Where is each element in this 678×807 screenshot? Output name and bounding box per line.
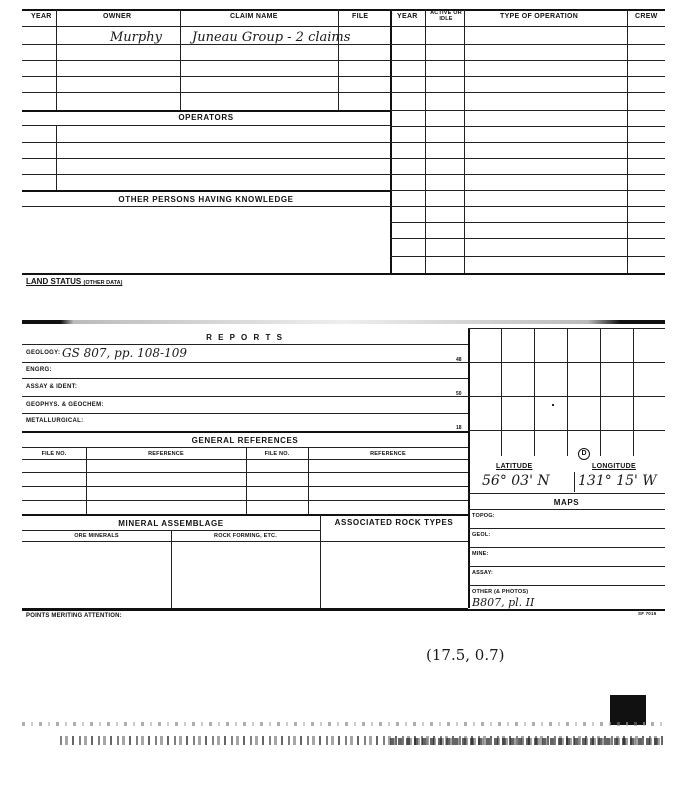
row-line	[390, 76, 665, 77]
row-line	[468, 566, 665, 567]
row-line	[22, 541, 468, 542]
row-line	[22, 378, 468, 379]
footer-rule	[22, 609, 665, 611]
scan-black-square	[610, 695, 646, 725]
mine-label: MINE:	[472, 551, 489, 557]
reports-top-band	[22, 320, 665, 324]
grid-dot	[552, 404, 554, 406]
row-line	[22, 362, 468, 363]
other-persons-rule	[22, 190, 390, 192]
row-line	[22, 142, 390, 143]
claim-name-header: CLAIM NAME	[230, 13, 278, 20]
row-line	[390, 44, 665, 45]
gr-reference-1: REFERENCE	[148, 451, 184, 457]
row-line	[22, 76, 390, 77]
coordinate-annotation: (17.5, 0.7)	[426, 646, 505, 664]
land-status-label: LAND STATUS (OTHER DATA)	[26, 277, 123, 286]
grid-row	[468, 396, 665, 397]
grid-col	[567, 328, 568, 456]
claim-name-value: Juneau Group - 2 claims	[192, 30, 351, 45]
scan-noise-band	[390, 738, 660, 745]
col-sep	[338, 9, 339, 26]
gr-reference-2: REFERENCE	[370, 451, 406, 457]
latitude-value: 56° 03' N	[482, 473, 550, 489]
row-line	[390, 126, 665, 127]
geology-label: GEOLOGY:	[26, 350, 61, 356]
row-line	[22, 514, 468, 516]
owner-header: OWNER	[103, 13, 132, 20]
other-photos-value: B807, pl. II	[472, 596, 535, 609]
geophys-label: GEOPHYS. & GEOCHEM:	[26, 402, 104, 408]
metallurgical-number: 18	[456, 425, 462, 431]
col-sep	[56, 26, 57, 110]
latitude-label: LATITUDE	[496, 463, 533, 470]
row-line	[22, 472, 468, 473]
col-sep	[180, 26, 181, 110]
mineral-assemblage-title: MINERAL ASSEMBLAGE	[118, 519, 224, 528]
row-line	[22, 206, 390, 207]
grid-row	[468, 362, 665, 363]
row-line	[22, 447, 468, 448]
row-line	[468, 547, 665, 548]
row-line	[390, 190, 665, 191]
row-line	[390, 158, 665, 159]
assay-label: ASSAY:	[472, 570, 494, 576]
file-header: FILE	[352, 13, 369, 20]
grid-row	[468, 430, 665, 431]
crew-header: CREW	[635, 13, 658, 20]
row-line	[22, 459, 468, 460]
other-persons-label: OTHER PERSONS HAVING KNOWLEDGE	[118, 195, 294, 204]
row-line	[390, 222, 665, 223]
row-line	[390, 142, 665, 143]
row-line	[390, 92, 665, 93]
row-line	[22, 344, 468, 345]
reports-title: R E P O R T S	[206, 333, 284, 342]
gr-file-no-1: FILE NO.	[41, 451, 67, 457]
year-header: YEAR	[31, 13, 52, 20]
active-idle-header: ACTIVE OR IDLE	[430, 10, 462, 22]
assay-ident-label: ASSAY & IDENT:	[26, 384, 78, 390]
geology-value: GS 807, pp. 108-109	[62, 346, 188, 360]
row-line	[468, 493, 665, 494]
year2-header: YEAR	[397, 13, 418, 20]
row-line	[390, 256, 665, 257]
assay-number: 50	[456, 391, 462, 397]
col-sep	[171, 530, 172, 608]
row-line	[22, 125, 390, 126]
header-rule	[22, 26, 665, 27]
row-line	[390, 174, 665, 175]
row-line	[22, 396, 468, 397]
grid-col	[633, 328, 634, 456]
grid-col	[501, 328, 502, 456]
scan-noise-band	[22, 722, 667, 726]
other-photos-label: OTHER (& PHOTOS)	[472, 589, 529, 595]
longitude-label: LONGITUDE	[592, 463, 636, 470]
metallurgical-label: METALLURGICAL:	[26, 418, 84, 424]
top-border	[22, 9, 665, 11]
engrg-label: ENGRG:	[26, 367, 52, 373]
row-line	[390, 206, 665, 207]
row-line	[468, 509, 665, 510]
row-line	[390, 110, 665, 111]
row-line	[22, 158, 390, 159]
col-sep	[86, 447, 87, 514]
points-meriting-label: POINTS MERITING ATTENTION:	[26, 613, 122, 619]
col-sep	[308, 447, 309, 514]
row-line	[390, 238, 665, 239]
row-line	[22, 60, 390, 61]
col-sep	[180, 9, 181, 26]
col-sep	[56, 125, 57, 190]
gr-file-no-2: FILE NO.	[264, 451, 290, 457]
row-line	[468, 585, 665, 586]
grid-col	[534, 328, 535, 456]
rock-forming-label: ROCK FORMING, ETC.	[214, 533, 277, 539]
row-line	[22, 92, 390, 93]
col-sep	[56, 9, 57, 26]
associated-rock-types-label: ASSOCIATED ROCK TYPES	[334, 518, 454, 527]
row-line	[22, 413, 468, 414]
top-table-bottom	[22, 273, 665, 275]
maps-title: MAPS	[553, 498, 580, 507]
form-number: SF 7015	[638, 611, 657, 616]
type-of-operation-header: TYPE OF OPERATION	[500, 13, 579, 20]
row-line	[468, 528, 665, 529]
row-line	[390, 60, 665, 61]
col-sep	[246, 447, 247, 514]
row-line	[22, 174, 390, 175]
geology-number: 48	[456, 357, 462, 363]
longitude-value: 131° 15' W	[578, 473, 657, 489]
row-line	[22, 500, 468, 501]
row-line	[22, 486, 468, 487]
general-references-title: GENERAL REFERENCES	[191, 436, 299, 445]
col-sep	[320, 514, 321, 608]
topog-label: TOPOG:	[472, 513, 495, 519]
operators-rule	[22, 110, 390, 112]
grid-col	[600, 328, 601, 456]
operators-label: OPERATORS	[178, 113, 234, 122]
lat-long-sep	[574, 472, 575, 492]
geol-label: GEOL:	[472, 532, 491, 538]
row-line	[22, 431, 468, 433]
owner-value: Murphy	[110, 30, 162, 45]
location-marker: D	[578, 448, 590, 460]
ore-minerals-label: ORE MINERALS	[74, 533, 119, 539]
